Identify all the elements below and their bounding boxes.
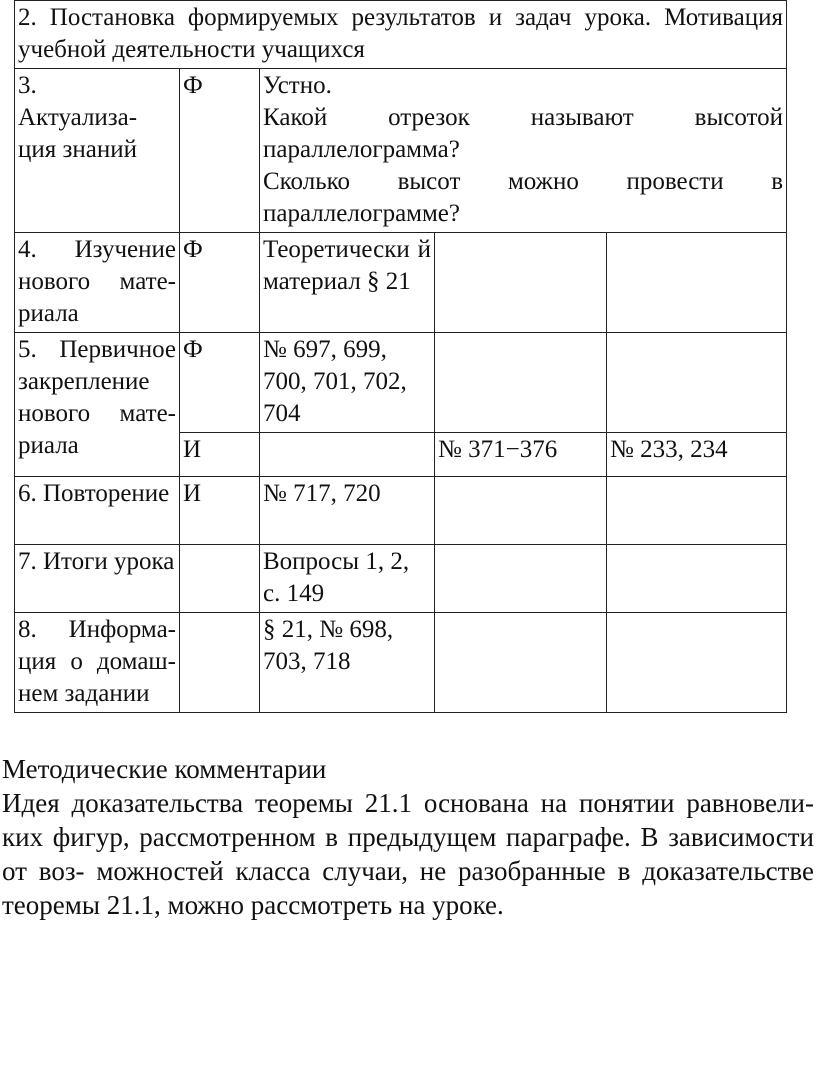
stage-7-name: 7. Итоги урока (15, 545, 180, 613)
stage-3-form: Ф (180, 69, 260, 233)
stage-4-col5 (607, 233, 787, 333)
stage-7-col5 (607, 545, 787, 613)
stage-5-content-i (260, 433, 435, 477)
stage-5-content-f: № 697, 699, 700, 701, 702, 704 (260, 333, 435, 433)
stage-2-cell: 2. Постановка формируемых результатов и задач урока. Мотивация учебной деятельности учащихся (15, 1, 787, 69)
stage-3-content-line-2: Какой отрезок называют высотой (263, 104, 784, 131)
comments-heading: Методические комментарии (2, 754, 327, 784)
table-row-stage-8 (15, 613, 787, 713)
stage-5-form-i: И (180, 433, 260, 477)
stage-5-col4-f (435, 333, 607, 433)
methodical-comments (2, 752, 814, 922)
stage-5-col4-i: № 371−376 (435, 433, 607, 477)
stage-3-content-line-4: Сколько высот можно провести в (263, 168, 784, 195)
stage-7-form (180, 545, 260, 613)
stage-3-line-3: ция знаний (18, 136, 137, 163)
stage-6-content: № 717, 720 (260, 477, 435, 545)
stage-5-col5-f (607, 333, 787, 433)
table-row-stage-4 (15, 233, 787, 333)
stage-7-col4 (435, 545, 607, 613)
stage-8-col5 (607, 613, 787, 713)
stage-4-content: Теоретически й материал § 21 (260, 233, 435, 333)
lesson-plan-table (14, 0, 787, 713)
stage-3-name (15, 69, 180, 233)
stage-8-name: 8. Информа- ция о домаш- нем задании (15, 613, 180, 713)
stage-6-col4 (435, 477, 607, 545)
stage-5-col5-i: № 233, 234 (607, 433, 787, 477)
stage-6-col5 (607, 477, 787, 545)
stage-7-content: Вопросы 1, 2, с. 149 (260, 545, 435, 613)
stage-5-name: 5. Первичное закрепление нового мате- риала (15, 333, 180, 477)
table-row-stage-2 (15, 1, 787, 69)
stage-8-col4 (435, 613, 607, 713)
table-row-stage-3 (15, 69, 787, 233)
stage-3-content-line-3: параллелограмма? (263, 136, 460, 163)
stage-6-name: 6. Повторение (15, 477, 180, 545)
stage-4-name: 4. Изучение нового мате- риала (15, 233, 180, 333)
table-row-stage-7 (15, 545, 787, 613)
comments-text: Идея доказательства теоремы 21.1 основана на понятии равновели- ких фигур, рассмотренном в предыдущем параграфе. В зависимости от воз- можностей класса случаи, не разобранные в доказательстве теоремы 21.1, можно рассмотреть на уроке. (2, 788, 814, 920)
stage-3-line-1: 3. (18, 72, 37, 99)
stage-3-content-line-1: Устно. (263, 72, 332, 99)
stage-3-content-line-5: параллелограмме? (263, 200, 460, 227)
stage-8-content: § 21, № 698, 703, 718 (260, 613, 435, 713)
stage-5-form-f: Ф (180, 333, 260, 433)
table-row-stage-5-f (15, 333, 787, 433)
table-row-stage-6 (15, 477, 787, 545)
stage-3-line-2: Актуализа- (18, 104, 138, 131)
stage-8-form (180, 613, 260, 713)
stage-3-content (260, 69, 787, 233)
stage-4-form: Ф (180, 233, 260, 333)
stage-6-form: И (180, 477, 260, 545)
stage-4-col4 (435, 233, 607, 333)
